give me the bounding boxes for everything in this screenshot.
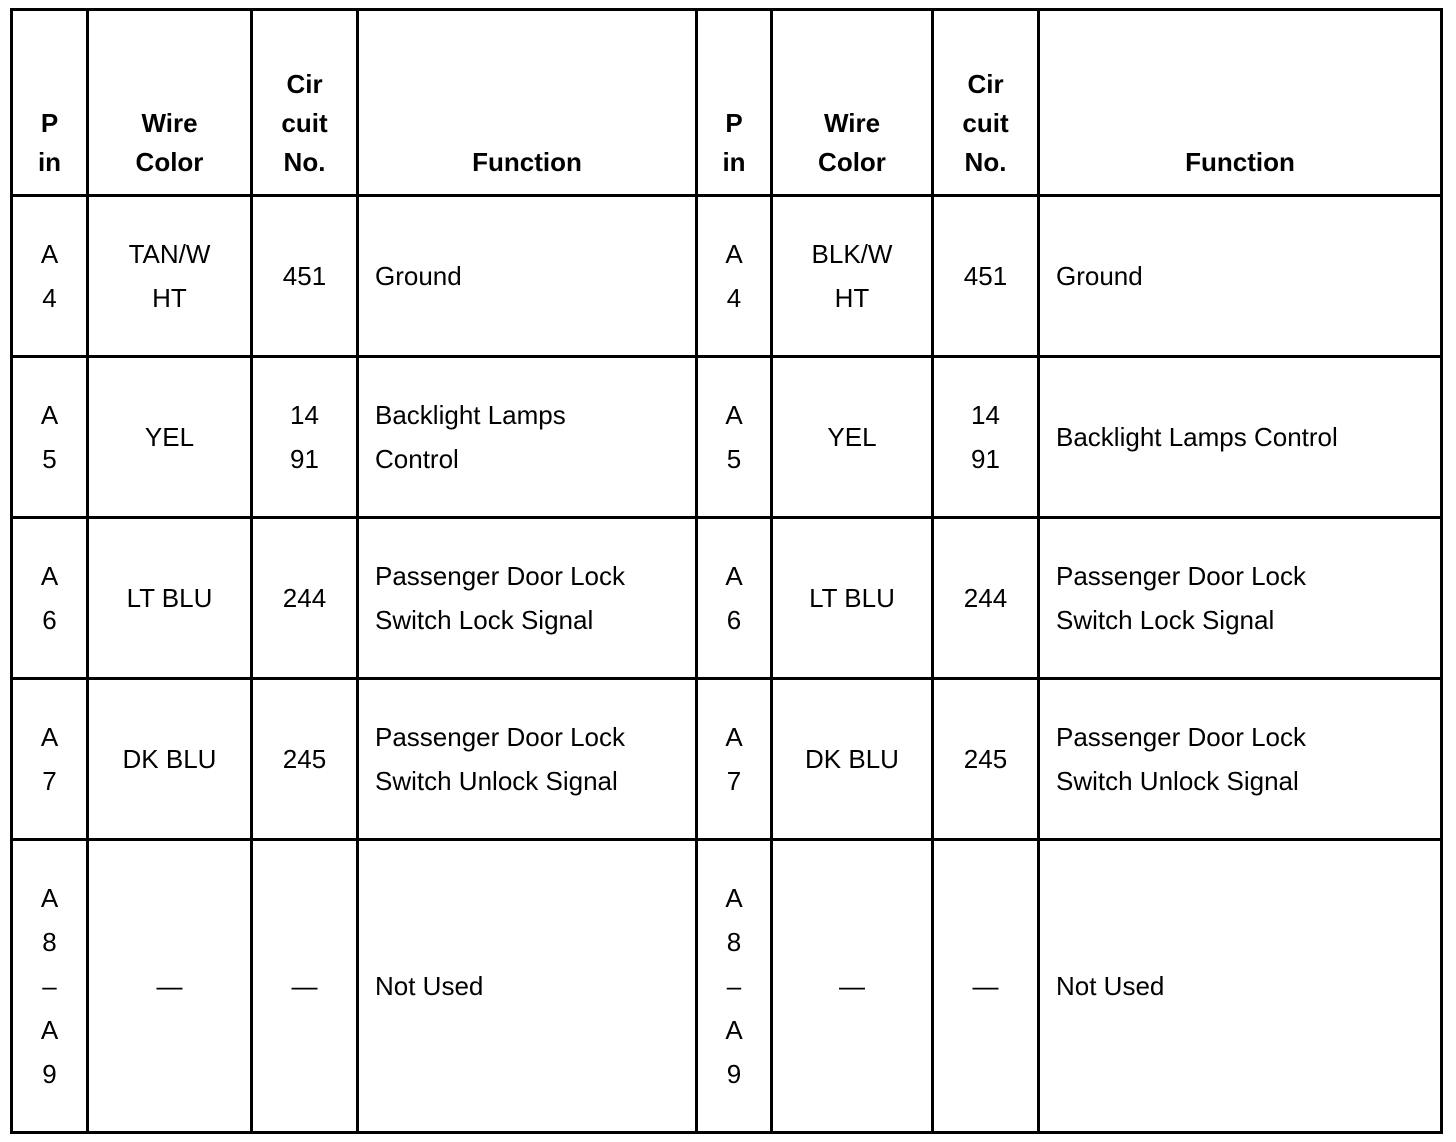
function-cell: Passenger Door Lock Switch Lock Signal xyxy=(358,518,697,679)
table-row xyxy=(12,196,1442,357)
connector-pinout-table xyxy=(10,8,1443,1134)
wire-color-cell: DK BLU xyxy=(772,679,933,840)
circuit-no-cell: — xyxy=(933,840,1039,1133)
header-pin: P in xyxy=(697,10,772,196)
header-function: Function xyxy=(358,10,697,196)
function-cell: Passenger Door Lock Switch Unlock Signal xyxy=(1039,679,1442,840)
pin-cell: A 7 xyxy=(697,679,772,840)
circuit-no-cell: — xyxy=(252,840,358,1133)
circuit-no-cell: 451 xyxy=(933,196,1039,357)
table-row xyxy=(12,679,1442,840)
wire-color-cell: — xyxy=(772,840,933,1133)
header-circuit-no: Cir cuit No. xyxy=(933,10,1039,196)
header-circuit-no: Cir cuit No. xyxy=(252,10,358,196)
pin-cell: A 6 xyxy=(12,518,88,679)
wire-color-cell: YEL xyxy=(772,357,933,518)
pin-cell: A 8 – A 9 xyxy=(697,840,772,1133)
circuit-no-cell: 244 xyxy=(252,518,358,679)
pin-cell: A 5 xyxy=(697,357,772,518)
header-function: Function xyxy=(1039,10,1442,196)
pin-cell: A 4 xyxy=(697,196,772,357)
pin-cell: A 6 xyxy=(697,518,772,679)
pin-cell: A 4 xyxy=(12,196,88,357)
wire-color-cell: — xyxy=(88,840,252,1133)
function-cell: Backlight Lamps Control xyxy=(1039,357,1442,518)
circuit-no-cell: 244 xyxy=(933,518,1039,679)
header-pin: P in xyxy=(12,10,88,196)
table-row xyxy=(12,840,1442,1133)
table-row xyxy=(12,357,1442,518)
wire-color-cell: TAN/W HT xyxy=(88,196,252,357)
table-row xyxy=(12,518,1442,679)
function-cell: Ground xyxy=(1039,196,1442,357)
circuit-no-cell: 14 91 xyxy=(252,357,358,518)
function-cell: Not Used xyxy=(1039,840,1442,1133)
circuit-no-cell: 14 91 xyxy=(933,357,1039,518)
pin-cell: A 8 – A 9 xyxy=(12,840,88,1133)
pin-cell: A 5 xyxy=(12,357,88,518)
wire-color-cell: LT BLU xyxy=(772,518,933,679)
function-cell: Passenger Door Lock Switch Unlock Signal xyxy=(358,679,697,840)
header-wire-color: Wire Color xyxy=(88,10,252,196)
wire-color-cell: LT BLU xyxy=(88,518,252,679)
wire-color-cell: BLK/W HT xyxy=(772,196,933,357)
pin-cell: A 7 xyxy=(12,679,88,840)
header-wire-color: Wire Color xyxy=(772,10,933,196)
function-cell: Backlight Lamps Control xyxy=(358,357,697,518)
circuit-no-cell: 451 xyxy=(252,196,358,357)
circuit-no-cell: 245 xyxy=(933,679,1039,840)
circuit-no-cell: 245 xyxy=(252,679,358,840)
wire-color-cell: DK BLU xyxy=(88,679,252,840)
function-cell: Passenger Door Lock Switch Lock Signal xyxy=(1039,518,1442,679)
function-cell: Not Used xyxy=(358,840,697,1133)
wire-color-cell: YEL xyxy=(88,357,252,518)
function-cell: Ground xyxy=(358,196,697,357)
table-header-row xyxy=(12,10,1442,196)
